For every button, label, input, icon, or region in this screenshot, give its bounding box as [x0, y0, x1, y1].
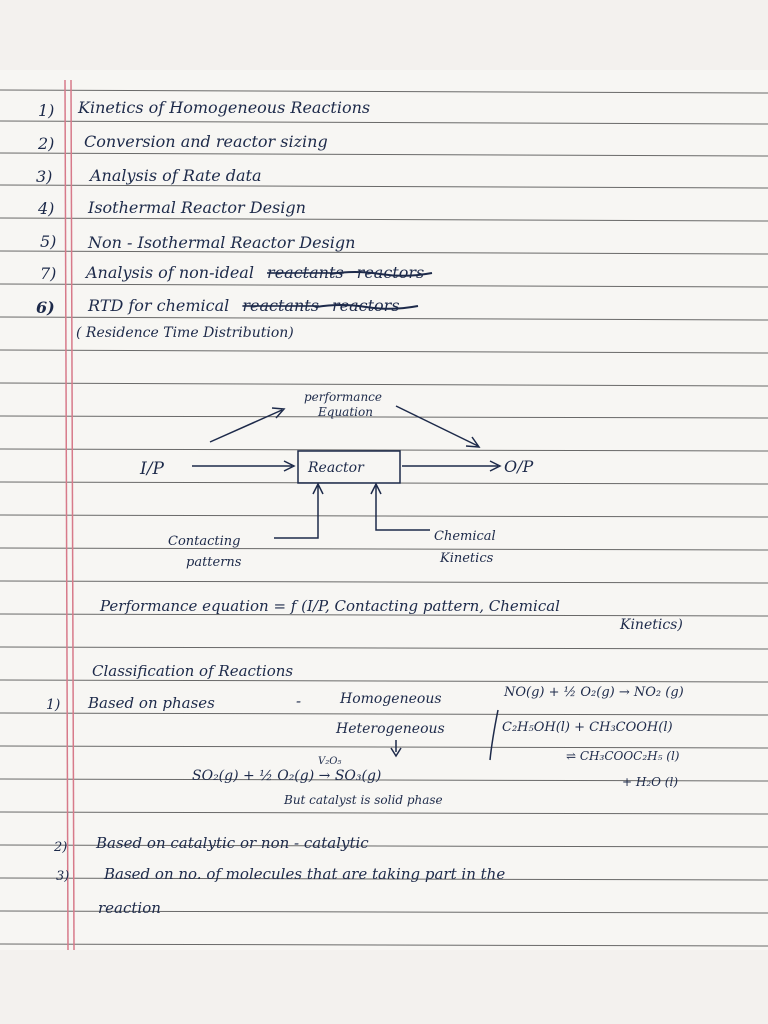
reactor-label: Reactor: [308, 460, 364, 476]
chemical-label: Chemical: [434, 529, 496, 544]
contacting-label: Contacting: [168, 534, 241, 549]
list-item-7-struck: reactants: [267, 263, 344, 282]
phases-dash: -: [296, 692, 302, 710]
homogeneous-equation: NO(g) + ½ O₂(g) → NO₂ (g): [504, 685, 684, 700]
list-num-1: 1): [38, 101, 55, 120]
so2-equation: SO₂(g) + ½ O₂(g) → SO₃(g): [192, 768, 382, 784]
homogeneous-label: Homogeneous: [340, 691, 442, 707]
patterns-label: patterns: [186, 555, 242, 570]
list-item-5: Non - Isothermal Reactor Design: [88, 233, 356, 252]
class-num-3: 3): [56, 869, 70, 884]
list-num-2: 2): [38, 134, 55, 153]
heterogeneous-label: Heterogeneous: [336, 721, 445, 737]
list-item-6-text: RTD for chemical: [88, 296, 230, 315]
equation-label: Equation: [318, 405, 373, 419]
list-item-6-struck: reactants: [242, 296, 319, 315]
molecules-item-line-2: reaction: [98, 899, 161, 917]
list-item-7-after: reactors: [356, 263, 425, 282]
list-num-3: 3): [36, 167, 53, 186]
list-item-2: Conversion and reactor sizing: [84, 132, 328, 151]
list-item-1: Kinetics of Homogeneous Reactions: [78, 98, 371, 117]
class-num-2: 2): [54, 840, 68, 855]
kinetics-label: Kinetics: [440, 551, 494, 566]
output-label: O/P: [504, 457, 534, 476]
classification-heading: Classification of Reactions: [92, 662, 294, 680]
list-item-7-text: Analysis of non-ideal: [86, 263, 254, 282]
list-num-4: 4): [38, 199, 55, 218]
equation-line-1: Performance equation = f (I/P, Contacting pattern, Chemical: [100, 597, 560, 615]
list-item-6-after: reactors: [332, 296, 400, 315]
list-item-3: Analysis of Rate data: [90, 166, 262, 185]
list-num-6: 6): [36, 298, 55, 317]
catalytic-item: Based on catalytic or non - catalytic: [96, 834, 369, 852]
list-num-5: 5): [40, 232, 57, 251]
list-item-4: Isothermal Reactor Design: [88, 198, 306, 217]
hetero-equation-3: + H₂O (l): [622, 775, 678, 789]
input-label: I/P: [140, 459, 164, 479]
catalyst-note: But catalyst is solid phase: [284, 793, 443, 807]
equation-line-2: Kinetics): [620, 617, 683, 633]
performance-label: performance: [304, 390, 383, 404]
class-num-1: 1): [46, 697, 61, 713]
molecules-item-line-1: Based on no. of molecules that are taking part in the: [104, 865, 506, 883]
catalyst-label: V₂O₅: [318, 756, 342, 767]
based-on-phases: Based on phases: [88, 694, 215, 712]
rtd-note: ( Residence Time Distribution): [76, 325, 294, 341]
hetero-equation-2: ⇌ CH₃COOC₂H₅ (l): [566, 749, 680, 763]
hetero-equation-1: C₂H₅OH(l) + CH₃COOH(l): [502, 720, 673, 735]
list-num-7: 7): [40, 264, 57, 283]
